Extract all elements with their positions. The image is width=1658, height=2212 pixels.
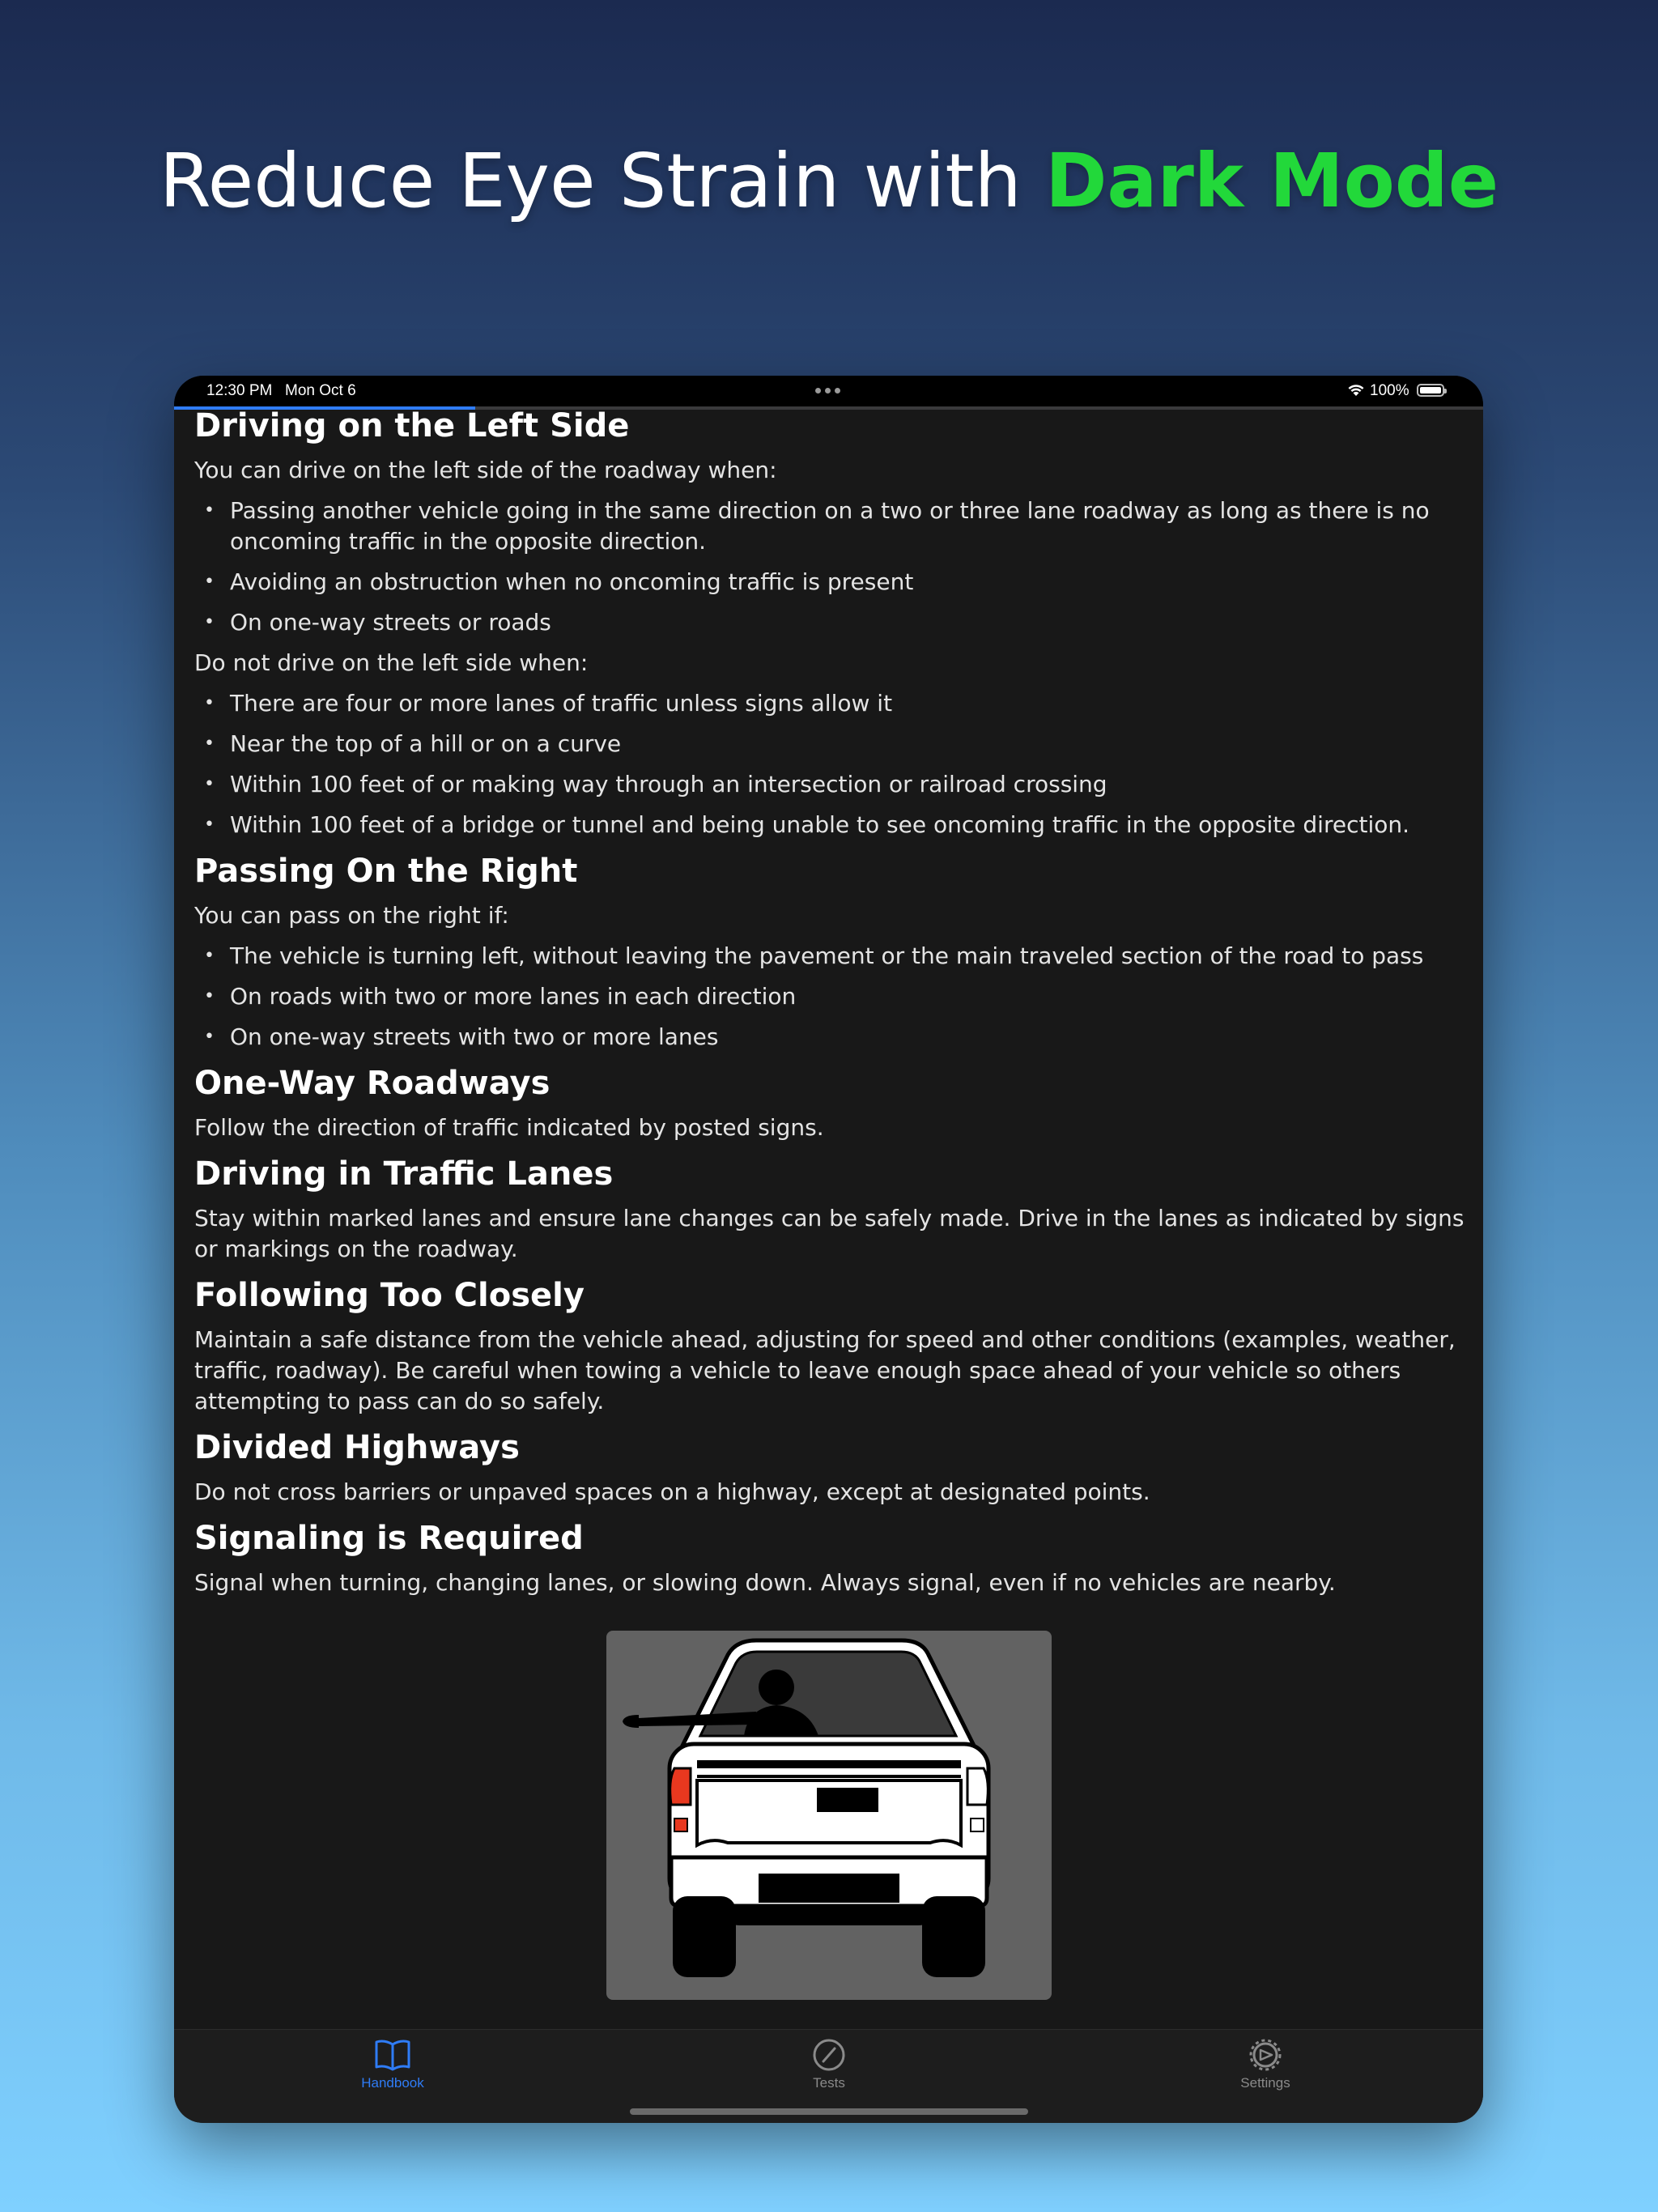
bullet-list [194, 688, 1465, 840]
tab-tests[interactable] [764, 2038, 894, 2091]
list-item: • Avoiding an obstruction when no oncoming traffic is present [194, 567, 1465, 598]
battery-percent: 100% [1370, 382, 1409, 399]
headline-accent: Dark Mode [1045, 138, 1499, 224]
section-heading: Driving in Traffic Lanes [194, 1155, 614, 1193]
bullet-list [194, 941, 1465, 1053]
compass-icon [810, 2038, 848, 2072]
truck-hand-signal-illustration [606, 1631, 1052, 2000]
section-heading: Driving on the Left Side [194, 407, 630, 445]
tab-label: Settings [1240, 2075, 1290, 2091]
section-body: Follow the direction of traffic indicated by posted signs. [194, 1114, 824, 1141]
battery-icon [1417, 384, 1444, 397]
list-item: • The vehicle is turning left, without leaving the pavement or the main traveled section of the road to pass [194, 941, 1465, 972]
section-heading: Passing On the Right [194, 853, 578, 890]
gear-icon [1246, 2038, 1285, 2072]
section-heading: Following Too Closely [194, 1277, 585, 1314]
list-item: • On one-way streets or roads [194, 607, 1465, 638]
section-heading: Signaling is Required [194, 1520, 584, 1557]
tablet-screen [174, 376, 1483, 2123]
book-icon [373, 2038, 412, 2072]
list-item: • There are four or more lanes of traffic unless signs allow it [194, 688, 1465, 719]
section-intro: Do not drive on the left side when: [194, 649, 589, 676]
section-body: Maintain a safe distance from the vehicle ahead, adjusting for speed and other conditions (examples, weather, traffic, roadway). Be careful when towing a vehicle to leave enough space ahead of your vehicle so others attempting to pass can do so safely. [194, 1326, 1456, 1414]
headline-prefix: Reduce Eye Strain with [159, 138, 1046, 224]
list-item: • Passing another vehicle going in the same direction on a two or three lane roadway as long as there is no oncoming traffic in the opposite direction. [194, 496, 1465, 557]
list-item: • Within 100 feet of or making way through an intersection or railroad crossing [194, 769, 1465, 800]
list-item: • On roads with two or more lanes in each direction [194, 981, 1465, 1012]
tab-handbook[interactable] [328, 2038, 457, 2091]
list-item: • Within 100 feet of a bridge or tunnel and being unable to see oncoming traffic in the opposite direction. [194, 810, 1465, 840]
handbook-content [194, 406, 1465, 1598]
status-time: 12:30 PM [206, 382, 273, 399]
tab-label: Handbook [361, 2075, 424, 2091]
headline [0, 138, 1658, 224]
home-indicator[interactable] [630, 2108, 1028, 2115]
section-body: Stay within marked lanes and ensure lane changes can be safely made. Drive in the lanes as indicated by signs or markings on the roadway. [194, 1205, 1465, 1262]
section-intro: You can drive on the left side of the roadway when: [194, 457, 777, 483]
section-body: Do not cross barriers or unpaved spaces on a highway, except at designated points. [194, 1478, 1150, 1505]
status-date: Mon Oct 6 [285, 382, 356, 399]
multitasking-dots-icon[interactable] [815, 388, 840, 393]
tab-label: Tests [813, 2075, 845, 2091]
section-intro: You can pass on the right if: [194, 902, 509, 929]
section-heading: Divided Highways [194, 1429, 520, 1466]
wifi-icon [1346, 380, 1367, 399]
section-heading: One-Way Roadways [194, 1065, 551, 1102]
section-body: Signal when turning, changing lanes, or slowing down. Always signal, even if no vehicles are nearby. [194, 1569, 1336, 1596]
bullet-list [194, 496, 1465, 638]
list-item: • On one-way streets with two or more lanes [194, 1022, 1465, 1053]
status-bar [174, 376, 1483, 406]
tab-settings[interactable] [1201, 2038, 1330, 2091]
list-item: • Near the top of a hill or on a curve [194, 729, 1465, 759]
